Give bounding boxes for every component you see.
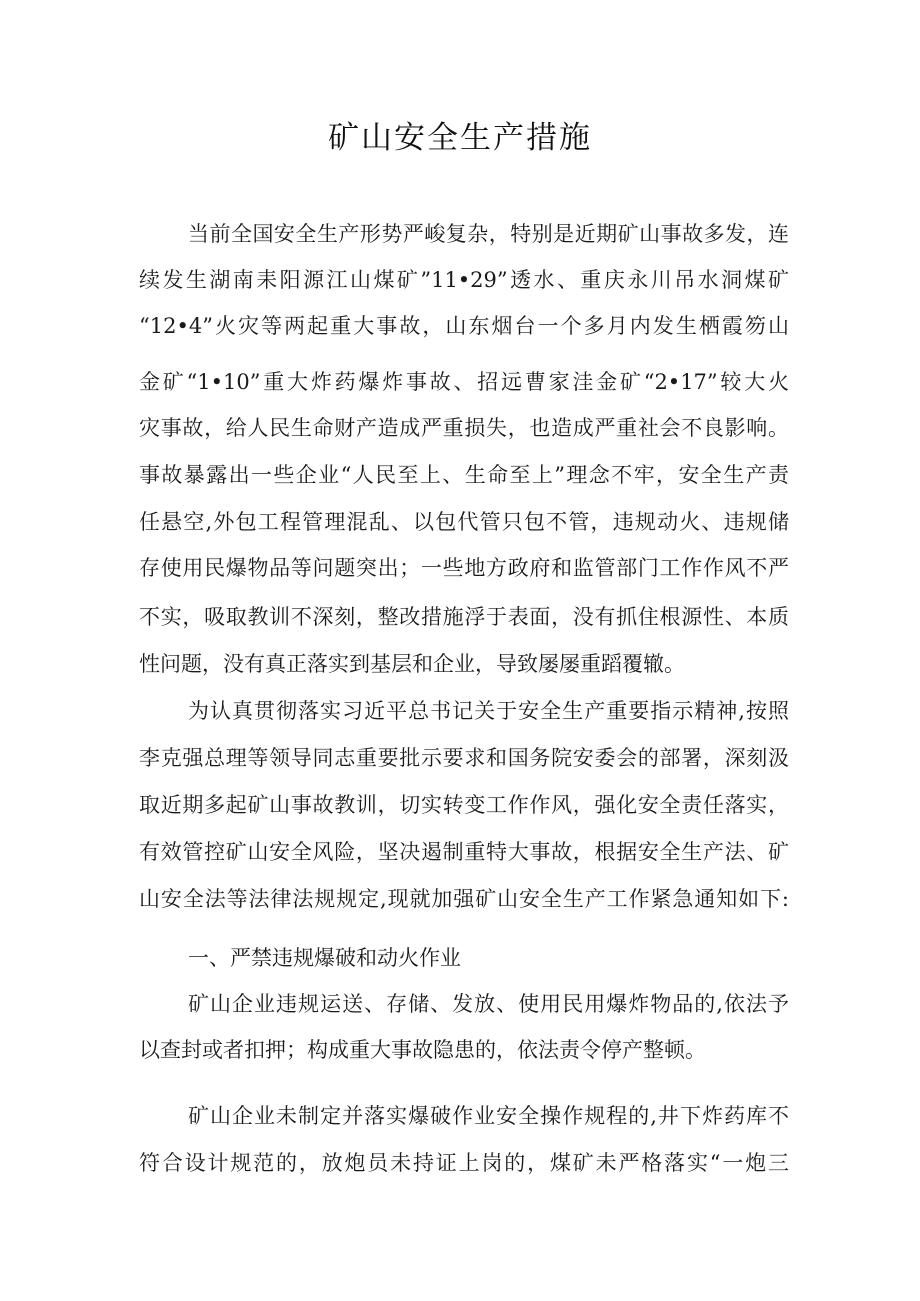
paragraph-1-line-6: 事故暴露出一些企业“人民至上、生命至上”理念不牢，安全生产责 [139,463,789,487]
paragraph-1-line-4: 金矿“1•10”重大炸药爆炸事故、招远曹家洼金矿“2•17”较大火 [139,370,789,394]
paragraph-2-line-3: 取近期多起矿山事故教训，切实转变工作作风，强化安全责任落实， [139,793,789,817]
document-title: 矿山安全生产措施 [328,120,592,156]
paragraph-3-line-2: 以查封或者扣押；构成重大事故隐患的，依法责令停产整顿。 [139,1038,706,1062]
paragraph-2-line-4: 有效管控矿山安全风险，坚决遏制重特大事故，根据安全生产法、矿 [139,840,789,864]
section-heading-1: 一、严禁违规爆破和动火作业 [188,946,461,970]
paragraph-1-line-3: “12•4”火灾等两起重大事故，山东烟台一个多月内发生栖霞笏山 [139,314,789,338]
paragraph-1-line-10: 性问题，没有真正落实到基层和企业，导致屡屡重蹈覆辙。 [139,652,685,676]
paragraph-1-line-2: 续发生湖南耒阳源江山煤矿”11•29”透水、重庆永川吊水洞煤矿 [139,268,789,292]
paragraph-1-line-7: 任悬空,外包工程管理混乱、以包代管只包不管，违规动火、违规储 [139,510,789,534]
paragraph-4-line-2: 符合设计规范的，放炮员未持证上岗的，煤矿未严格落实“一炮三 [139,1151,789,1175]
paragraph-4-line-1: 矿山企业未制定并落实爆破作业安全操作规程的,井下炸药库不 [188,1104,789,1128]
paragraph-2-line-5: 山安全法等法律法规规定,现就加强矿山安全生产工作紧急通知如下: [139,887,789,911]
paragraph-1-line-5: 灾事故，给人民生命财产造成严重损失，也造成严重社会不良影响。 [139,416,789,440]
paragraph-3-line-1: 矿山企业违规运送、存储、发放、使用民用爆炸物品的,依法予 [188,992,789,1016]
paragraph-2-line-1: 为认真贯彻落实习近平总书记关于安全生产重要指示精神,按照 [188,699,789,723]
paragraph-1-line-1: 当前全国安全生产形势严峻复杂，特别是近期矿山事故多发，连 [188,222,789,246]
paragraph-1-line-8: 存使用民爆物品等问题突出；一些地方政府和监管部门工作作风不严 [139,556,789,580]
paragraph-1-line-9: 不实，吸取教训不深刻，整改措施浮于表面，没有抓住根源性、本质 [139,605,789,629]
paragraph-2-line-2: 李克强总理等领导同志重要批示要求和国务院安委会的部署，深刻汲 [139,746,789,770]
